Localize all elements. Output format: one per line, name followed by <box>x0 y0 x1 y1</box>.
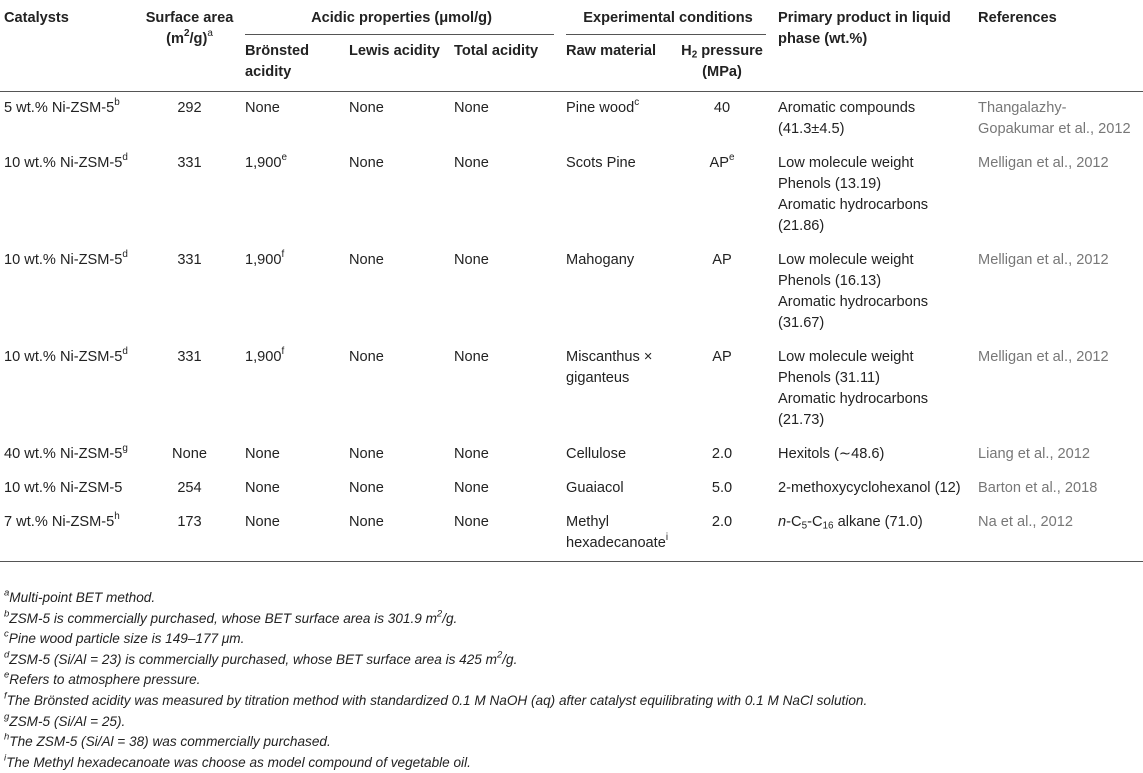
footnote: $^g$ZSM-5 (Si/Al = 25). <box>4 710 126 729</box>
cell-bronsted: 1,900$^f$ <box>245 249 285 268</box>
cell-catalyst: 40 wt.% Ni-ZSM-5$^g$ <box>4 443 128 462</box>
cell-primary-product <box>774 244 974 341</box>
product-line: Low molecule weight Phenols (13.19) <box>778 155 914 192</box>
product-line: Aromatic compounds <box>778 100 916 116</box>
cell-h2-pressure: AP <box>712 252 732 268</box>
header-catalysts: Catalysts <box>4 10 69 26</box>
cell-total: None <box>454 446 489 462</box>
cell-raw-material: Cellulose <box>566 446 627 462</box>
product-line: Aromatic hydrocarbons (21.73) <box>778 391 929 428</box>
footnote: $^f$The Brönsted acidity was measured by titration method with standardized 0.1 M NaOH (aq) after catalyst equilibrating with 0.1 M NaCl solution. <box>4 690 868 708</box>
header-raw-material: Raw material <box>566 43 657 59</box>
cell-bronsted: None <box>241 506 345 562</box>
cell-primary-product: $n-C_5-C_{16}$ alkane (71.0) <box>774 506 974 562</box>
cell-lewis: None <box>349 480 384 496</box>
cell-bronsted: None <box>245 100 280 116</box>
cell-reference: Thangalazhy-Gopakumar et al., 2012 <box>978 100 1131 137</box>
product-line: Aromatic hydrocarbons (21.86) <box>778 197 929 234</box>
footnote: $^a$Multi-point BET method. <box>4 587 156 605</box>
cell-primary-product <box>774 472 974 506</box>
footnote: $^i$The Methyl hexadecanoate was choose as model compound of vegetable oil. <box>4 752 471 770</box>
table-row <box>0 341 1143 438</box>
cell-lewis: None <box>349 349 384 365</box>
cell-catalyst: 10 wt.% Ni-ZSM-5 <box>4 480 123 496</box>
cell-surface-area: 254 <box>177 480 202 496</box>
footnote: $^c$Pine wood particle size is 149–177 μm. <box>4 628 245 647</box>
cell-h2-pressure: AP <box>712 349 732 365</box>
product-line: Low molecule weight Phenols (31.11) <box>778 349 914 386</box>
cell-surface-area: 173 <box>138 506 241 562</box>
cell-raw-material: Scots Pine <box>566 155 636 171</box>
cell-catalyst: 10 wt.% Ni-ZSM-5$^d$ <box>4 346 128 365</box>
cell-bronsted: 1,900$^f$ <box>245 346 285 365</box>
product-line: 2-methoxycyclohexanol (12) <box>778 480 961 496</box>
cell-raw-material: Methyl hexadecanoate$^i$ <box>562 506 670 562</box>
header-total: Total acidity <box>454 43 539 59</box>
cell-raw-material: Pine wood$^c$ <box>566 97 640 116</box>
cell-h2-pressure: 5.0 <box>711 480 733 496</box>
cell-lewis: None <box>345 506 450 562</box>
footnote: $^e$Refers to atmosphere pressure. <box>4 669 201 688</box>
table-row <box>0 92 1143 148</box>
header-primary-product: Primary product in liquid phase (wt.%) <box>778 10 951 47</box>
cell-surface-area: None <box>172 446 207 462</box>
table-row <box>0 147 1143 244</box>
cell-surface-area: 331 <box>177 155 202 171</box>
cell-surface-area: 331 <box>177 349 202 365</box>
header-row-1 <box>0 0 1143 35</box>
cell-primary-product <box>774 341 974 438</box>
cell-h2-pressure: 2.0 <box>670 506 774 562</box>
cell-primary-product <box>774 92 974 148</box>
cell-h2-pressure: 40 <box>713 100 731 116</box>
table-body <box>0 92 1143 562</box>
cell-surface-area: 331 <box>177 252 202 268</box>
header-acidic-properties: Acidic properties (μmol/g) <box>241 0 562 35</box>
cell-total: None <box>454 252 489 268</box>
cell-total: None <box>450 506 562 562</box>
cell-reference: Barton et al., 2018 <box>978 480 1098 496</box>
product-line: Aromatic hydrocarbons (31.67) <box>778 294 929 331</box>
header-bronsted: Brönsted acidity <box>245 43 310 80</box>
cell-raw-material: Miscanthus × giganteus <box>566 349 653 386</box>
cell-lewis: None <box>349 252 384 268</box>
cell-raw-material: Mahogany <box>566 252 635 268</box>
cell-catalyst: 7 wt.% Ni-ZSM-5$^h$ <box>0 506 138 562</box>
cell-bronsted: 1,900e <box>245 152 288 171</box>
cell-catalyst: 10 wt.% Ni-ZSM-5$^d$ <box>4 249 128 268</box>
cell-h2-pressure: 2.0 <box>711 446 733 462</box>
table-row <box>0 472 1143 506</box>
cell-total: None <box>454 100 489 116</box>
product-line: Hexitols (∼48.6) <box>778 446 885 462</box>
cell-raw-material: Guaiacol <box>566 480 624 496</box>
table-row <box>0 506 1143 562</box>
cell-primary-product <box>774 438 974 472</box>
cell-h2-pressure: $AP^e$ <box>709 152 735 171</box>
cell-lewis: None <box>349 100 384 116</box>
product-line: Low molecule weight Phenols (16.13) <box>778 252 914 289</box>
cell-lewis: None <box>349 155 384 171</box>
header-experimental-conditions: Experimental conditions <box>562 0 774 35</box>
header-references: References <box>978 10 1057 26</box>
cell-total: None <box>454 349 489 365</box>
header-h2-pressure: $H_2$ pressure (MPa) <box>681 43 763 80</box>
cell-total: None <box>454 155 489 171</box>
cell-reference: Liang et al., 2012 <box>978 446 1091 462</box>
footnote: $^b$ZSM-5 is commercially purchased, whose BET surface area is 301.9 $m^2/g$. <box>4 607 458 626</box>
cell-reference: Melligan et al., 2012 <box>978 155 1109 171</box>
footnote: $^h$The ZSM-5 (Si/Al = 38) was commercially purchased. <box>4 731 331 750</box>
footnotes <box>4 588 1134 773</box>
header-lewis: Lewis acidity <box>349 43 440 59</box>
table-row <box>0 244 1143 341</box>
cell-bronsted: None <box>245 446 280 462</box>
cell-surface-area: 292 <box>177 100 202 116</box>
cell-reference: Melligan et al., 2012 <box>978 252 1109 268</box>
header-surface-area: Surface area $(m^2/g)^a$ <box>145 10 234 47</box>
cell-reference: Na et al., 2012 <box>974 506 1143 562</box>
cell-primary-product <box>774 147 974 244</box>
table-row <box>0 438 1143 472</box>
product-line: (41.3±4.5) <box>778 121 845 137</box>
cell-catalyst: 10 wt.% Ni-ZSM-5$^d$ <box>4 152 128 171</box>
cell-total: None <box>454 480 489 496</box>
cell-catalyst: 5 wt.% Ni-ZSM-5$^b$ <box>4 97 120 116</box>
cell-bronsted: None <box>245 480 280 496</box>
cell-lewis: None <box>349 446 384 462</box>
footnote: $^d$ZSM-5 (Si/Al = 23) is commercially purchased, whose BET surface area is 425 $m^2/g$. <box>4 649 518 667</box>
cell-reference: Melligan et al., 2012 <box>978 349 1109 365</box>
